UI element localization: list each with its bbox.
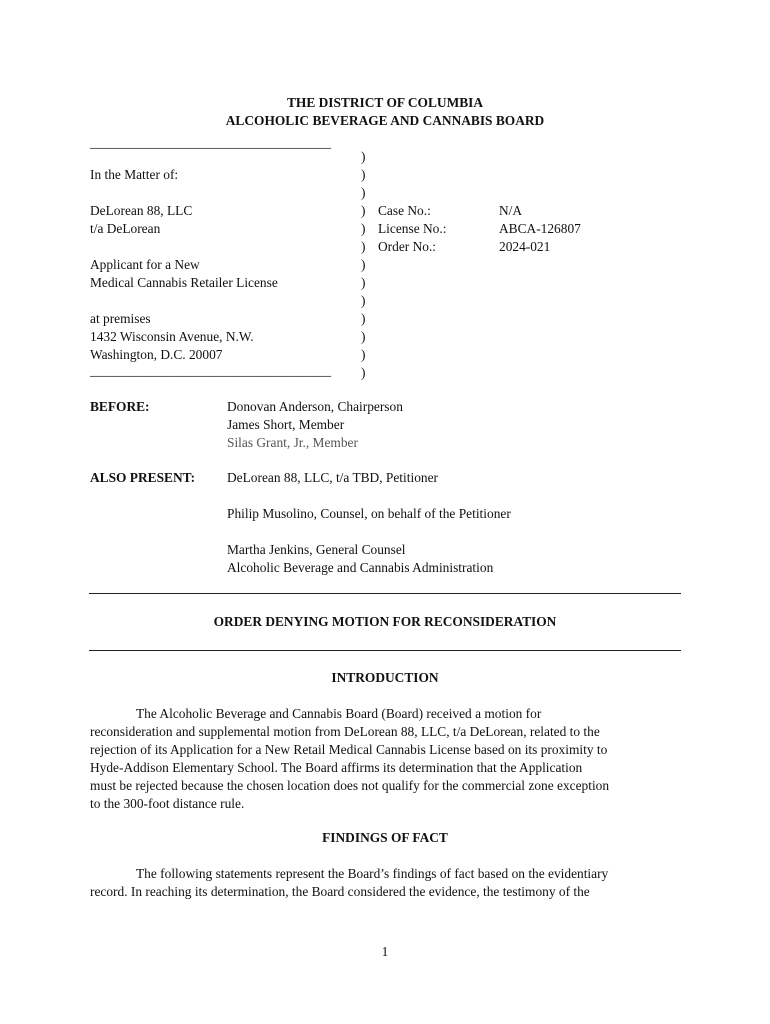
also-present-label: ALSO PRESENT: bbox=[90, 470, 196, 485]
paragraph-line: to the 300-foot distance rule. bbox=[90, 796, 245, 811]
board-name-title: ALCOHOLIC BEVERAGE AND CANNABIS BOARD bbox=[225, 113, 545, 128]
order-title: ORDER DENYING MOTION FOR RECONSIDERATION bbox=[213, 614, 557, 629]
administration: Alcoholic Beverage and Cannabis Administration bbox=[227, 560, 494, 575]
findings-heading: FINDINGS OF FACT bbox=[322, 830, 448, 845]
page-number: 1 bbox=[381, 944, 389, 959]
license-no-value: ABCA-126807 bbox=[499, 221, 581, 236]
caption-paren: ) bbox=[361, 293, 366, 308]
paragraph-line: must be rejected because the chosen location does not qualify for the commercial zone exception bbox=[90, 778, 610, 793]
case-no-value: N/A bbox=[499, 203, 523, 218]
application-type-line-1: Applicant for a New bbox=[90, 257, 200, 272]
license-no-label: License No.: bbox=[378, 221, 447, 236]
in-the-matter-of: In the Matter of: bbox=[90, 167, 179, 182]
before-label: BEFORE: bbox=[90, 399, 150, 414]
board-member: James Short, Member bbox=[227, 417, 345, 432]
counsel: Philip Musolino, Counsel, on behalf of the Petitioner bbox=[227, 506, 511, 521]
case-no-label: Case No.: bbox=[378, 203, 431, 218]
caption-paren: ) bbox=[361, 311, 366, 326]
paragraph-line: record. In reaching its determination, the Board considered the evidence, the testimony of the bbox=[90, 884, 590, 899]
caption-paren: ) bbox=[361, 347, 366, 362]
board-member: Silas Grant, Jr., Member bbox=[227, 435, 358, 450]
paragraph-line: Hyde-Addison Elementary School. The Board affirms its determination that the Application bbox=[90, 760, 583, 775]
caption-paren: ) bbox=[361, 329, 366, 344]
paragraph-line: The following statements represent the Board’s findings of fact based on the evidentiary bbox=[136, 866, 609, 881]
premises-street: 1432 Wisconsin Avenue, N.W. bbox=[90, 329, 254, 344]
caption-paren: ) bbox=[361, 221, 366, 236]
caption-paren: ) bbox=[361, 167, 366, 182]
premises-label: at premises bbox=[90, 311, 151, 326]
board-district-title: THE DISTRICT OF COLUMBIA bbox=[286, 95, 484, 110]
application-type-line-2: Medical Cannabis Retailer License bbox=[90, 275, 278, 290]
caption-paren: ) bbox=[361, 149, 366, 164]
caption-paren: ) bbox=[361, 257, 366, 272]
divider-top bbox=[89, 593, 681, 594]
applicant-name: DeLorean 88, LLC bbox=[90, 203, 193, 218]
general-counsel: Martha Jenkins, General Counsel bbox=[227, 542, 406, 557]
caption-paren: ) bbox=[361, 239, 366, 254]
order-no-label: Order No.: bbox=[378, 239, 437, 254]
introduction-heading: INTRODUCTION bbox=[331, 670, 439, 685]
applicant-trade-name: t/a DeLorean bbox=[90, 221, 161, 236]
premises-city: Washington, D.C. 20007 bbox=[90, 347, 223, 362]
paragraph-line: rejection of its Application for a New Retail Medical Cannabis License based on its proximity to bbox=[90, 742, 608, 757]
caption-paren: ) bbox=[361, 203, 366, 218]
findings-paragraph bbox=[90, 865, 682, 901]
introduction-paragraph bbox=[90, 705, 682, 813]
caption-bottom-rule: ____________________________________ bbox=[90, 363, 332, 378]
paragraph-line: The Alcoholic Beverage and Cannabis Board (Board) received a motion for bbox=[136, 706, 542, 721]
petitioner: DeLorean 88, LLC, t/a TBD, Petitioner bbox=[227, 470, 438, 485]
board-member-chair: Donovan Anderson, Chairperson bbox=[227, 399, 403, 414]
order-no-value: 2024-021 bbox=[499, 239, 551, 254]
caption-top-rule: ____________________________________ bbox=[90, 135, 332, 150]
divider-bottom bbox=[89, 650, 681, 651]
caption-paren: ) bbox=[361, 275, 366, 290]
paragraph-line: reconsideration and supplemental motion from DeLorean 88, LLC, t/a DeLorean, related to the bbox=[90, 724, 600, 739]
caption-paren: ) bbox=[361, 365, 366, 380]
caption-paren: ) bbox=[361, 185, 366, 200]
